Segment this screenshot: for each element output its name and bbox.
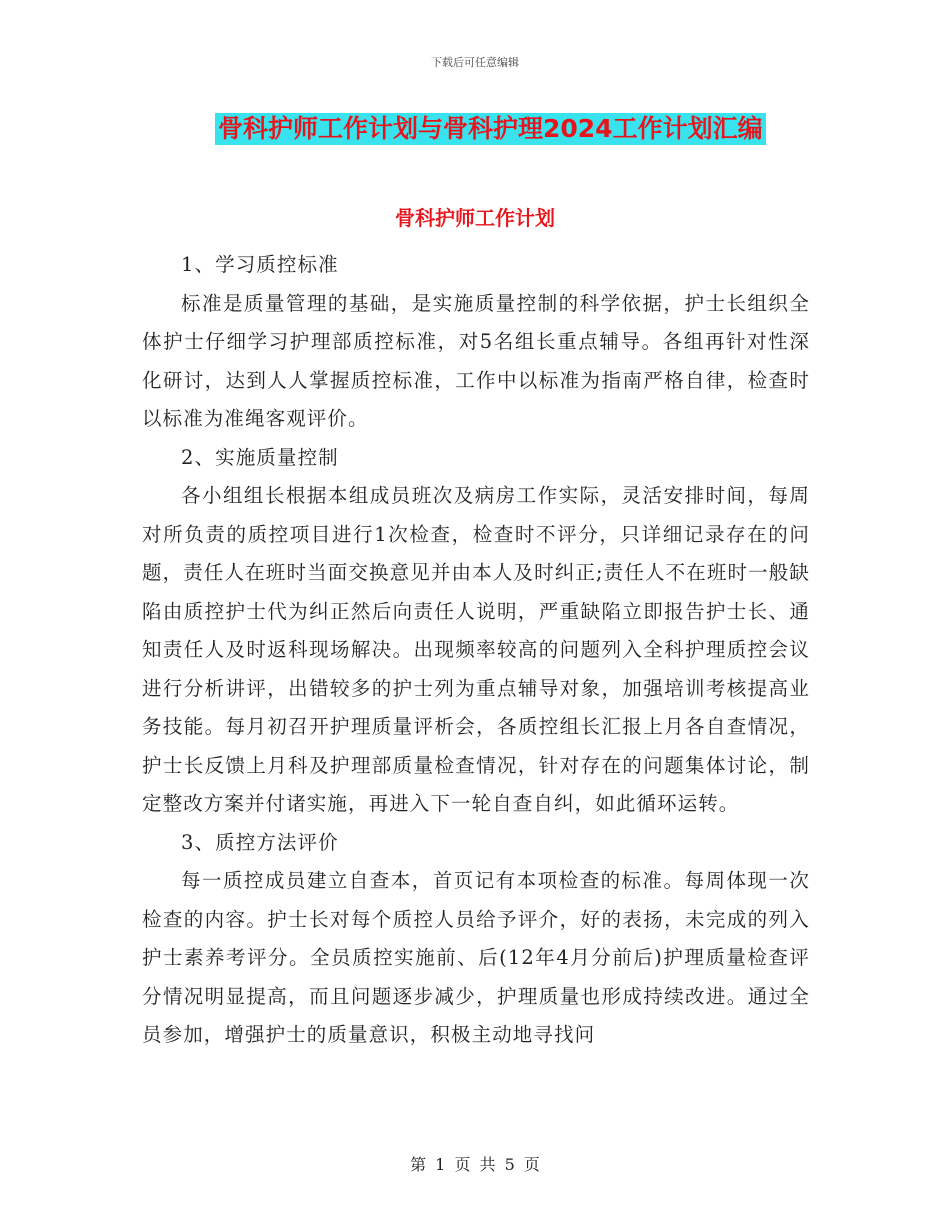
subheading-2: 2、实施质量控制 — [181, 445, 339, 469]
subheading-3: 3、质控方法评价 — [181, 830, 339, 854]
paragraph-2: 各小组组长根据本组成员班次及病房工作实际，灵活安排时间，每周对所负责的质控项目进行1次检查，检查时不评分，只详细记录存在的问题，责任人在班时当面交换意见并由本人及时纠正;责任人不在班时一般缺陷由质控护士代为纠正然后向责任人说明，严重缺陷立即报告护士长、通知责任人及时返科现场解决。出现频率较高的问题列入全科护理质控会议进行分析讲评，出错较多的护士列为重点辅导对象，加强培训考核提高业务技能。每月初召开护理质量评析会，各质控组长汇报上月各自查情况，护士长反馈上月科及护理部质量检查情况，针对存在的问题集体讨论，制定整改方案并付诸实施，再进入下一轮自查自纠，如此循环运转。 — [142, 484, 810, 815]
paragraph-1: 标准是质量管理的基础，是实施质量控制的科学依据，护士长组织全体护士仔细学习护理部质控标准，对5名组长重点辅导。各组再针对性深化研讨，达到人人掌握质控标准，工作中以标准为指南严格自律，检查时以标准为准绳客观评价。 — [142, 291, 810, 430]
page-header-note: 下载后可任意编辑 — [431, 56, 519, 69]
document-body — [142, 246, 810, 1055]
subheading-1: 1、学习质控标准 — [181, 253, 339, 276]
document-title: 骨科护师工作计划与骨科护理2024工作计划汇编 — [215, 113, 766, 145]
paragraph-3: 每一质控成员建立自查本，首页记有本项检查的标准。每周体现一次检查的内容。护士长对每个质控人员给予评介，好的表扬，未完成的列入护士素养考评分。全员质控实施前、后(12年4月分前后)护理质量检查评分情况明显提高，而且问题逐步减少，护理质量也形成持续改进。通过全员参加，增强护士的质量意识，积极主动地寻找问 — [142, 869, 810, 1046]
section-title: 骨科护师工作计划 — [395, 206, 555, 230]
page-footer: 第 1 页 共 5 页 — [410, 1155, 540, 1174]
